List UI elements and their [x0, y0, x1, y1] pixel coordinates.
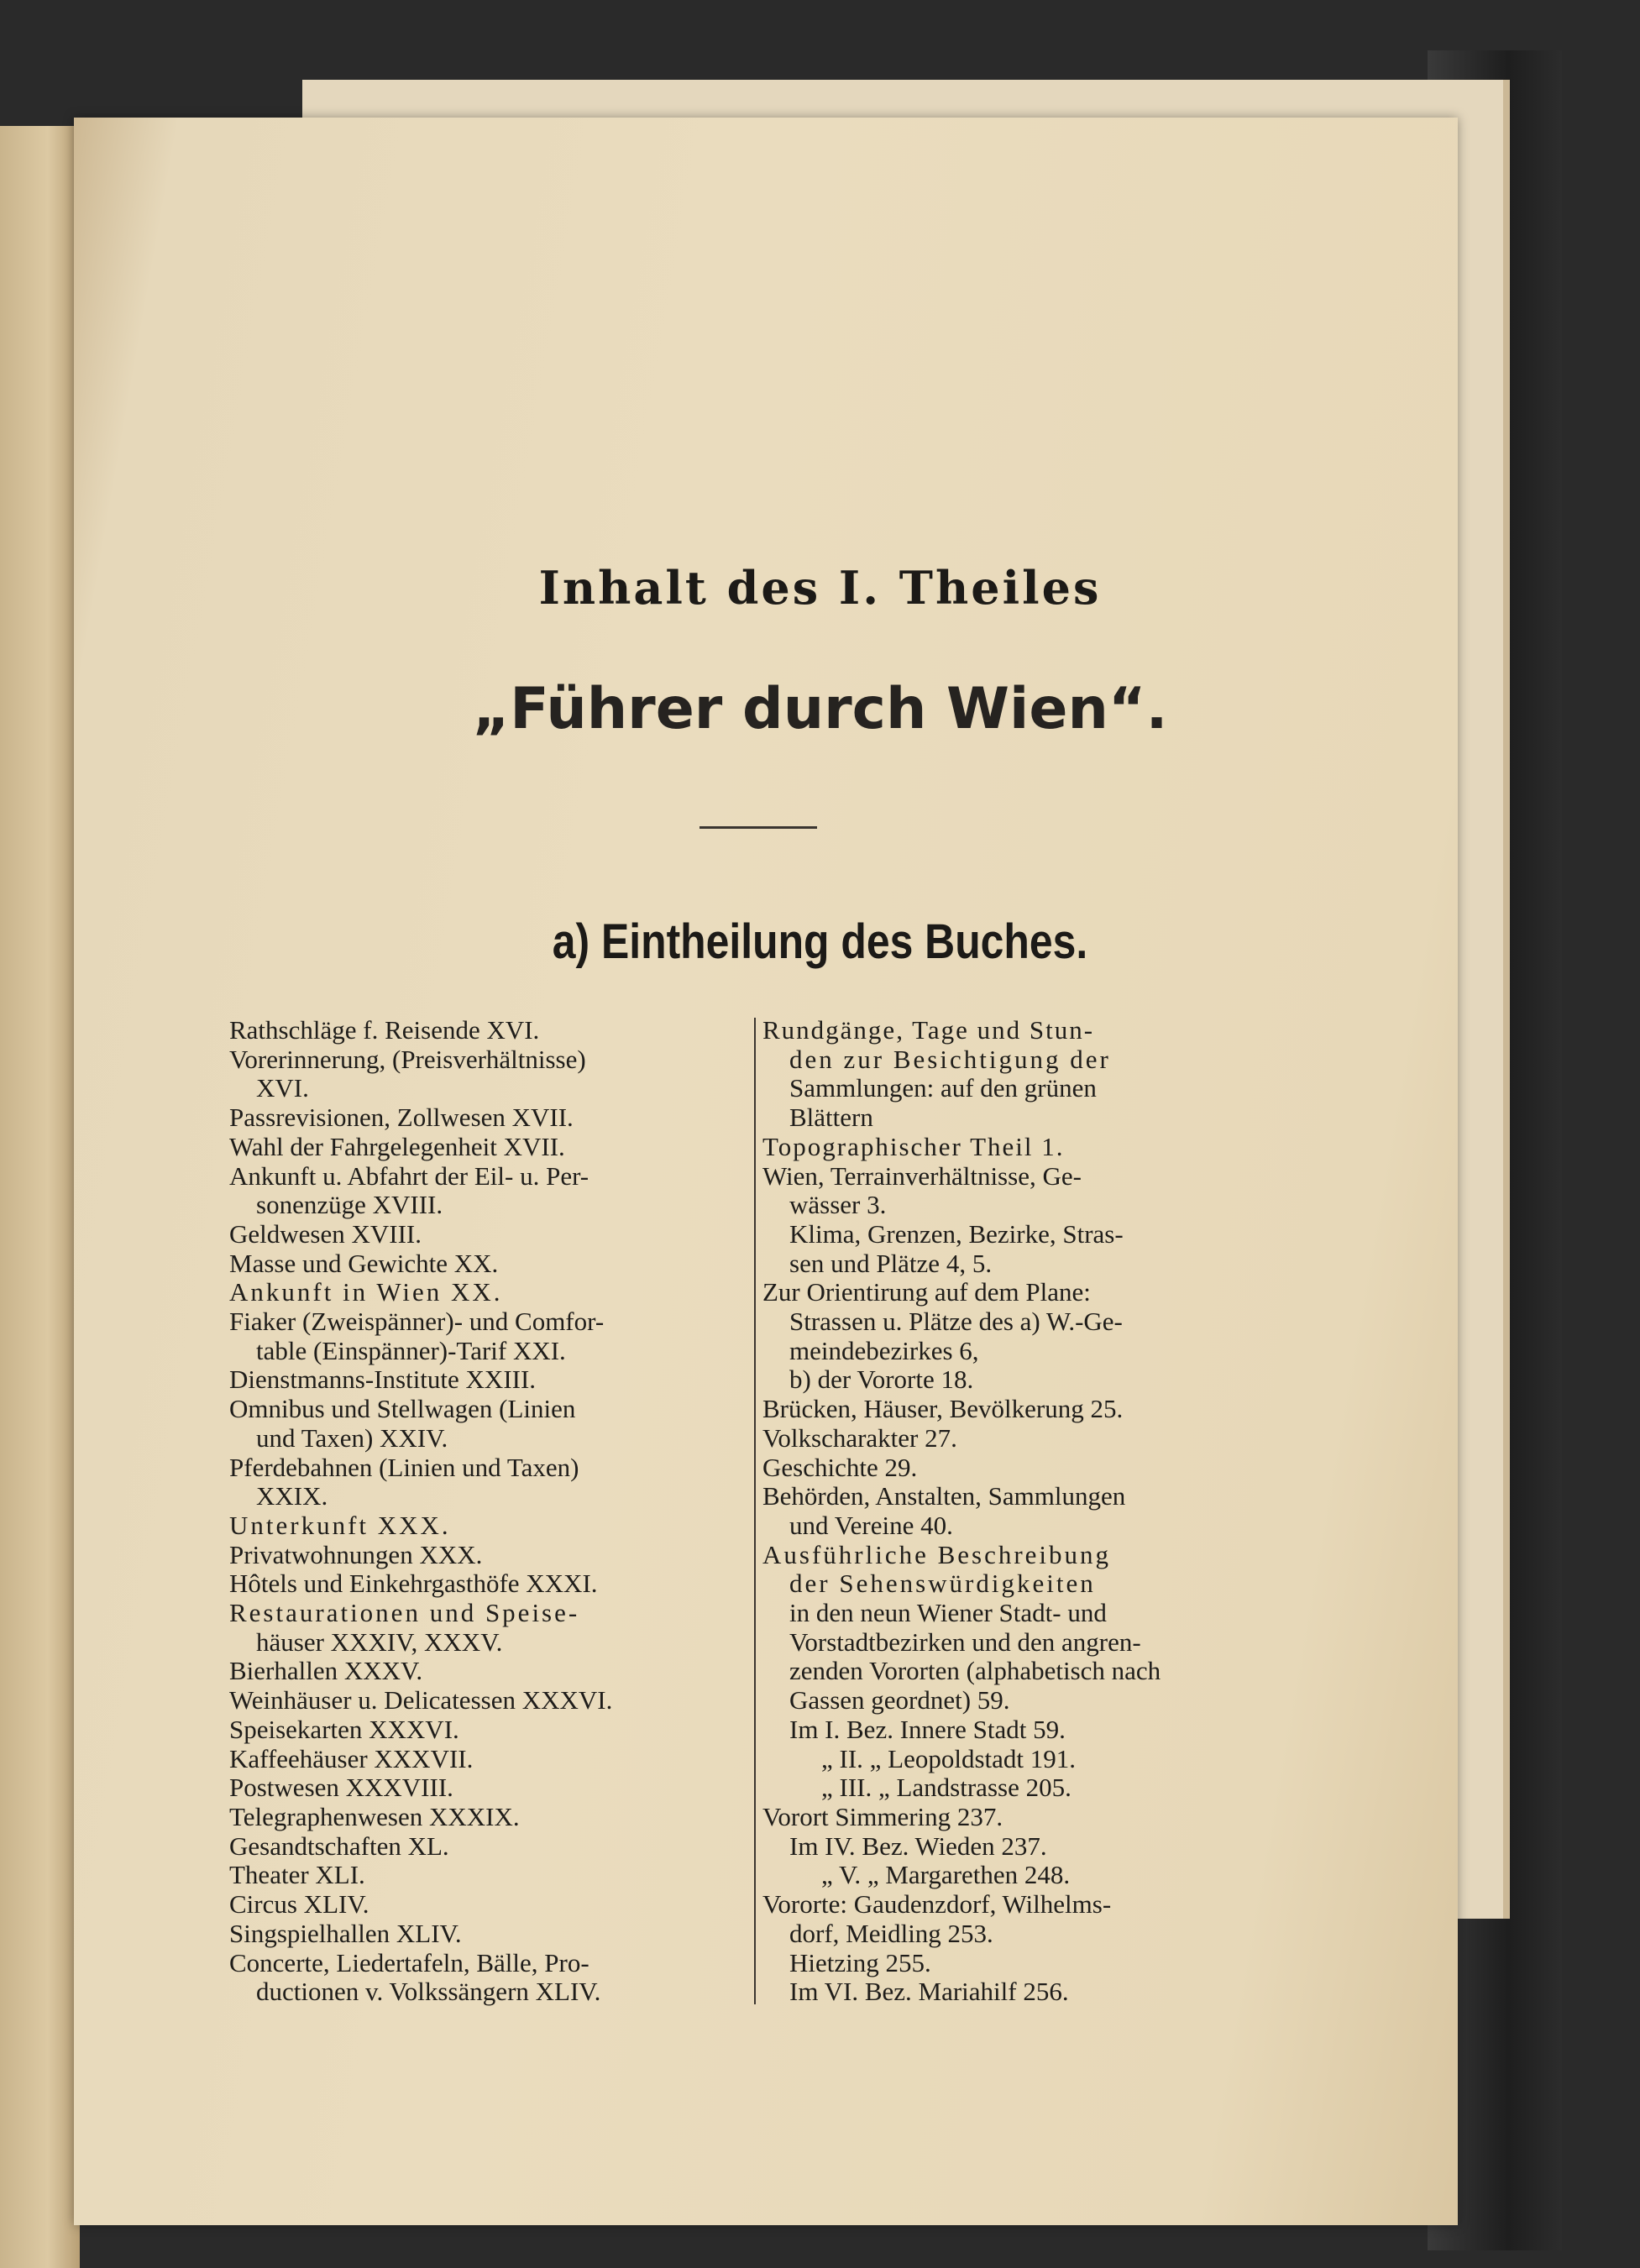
toc-line: Wien, Terrainverhältnisse, Ge- [762, 1160, 1082, 1191]
toc-line: Pferdebahnen (Linien und Taxen) [229, 1452, 579, 1482]
toc-line: Unterkunft XXX. [229, 1510, 451, 1540]
toc-line: Im I. Bez. Innere Stadt 59. [789, 1714, 1066, 1744]
toc-line: Geldwesen XVIII. [229, 1218, 422, 1249]
toc-line: Behörden, Anstalten, Sammlungen [762, 1481, 1126, 1511]
toc-line: Theater XLI. [229, 1860, 365, 1890]
toc-line: dorf, Meidling 253. [789, 1918, 993, 1948]
toc-line: Topographischer Theil 1. [762, 1131, 1065, 1161]
toc-line: Volkscharakter 27. [762, 1422, 957, 1453]
toc-line: Geschichte 29. [762, 1452, 918, 1482]
toc-line: Wahl der Fahrgelegenheit XVII. [229, 1131, 565, 1161]
toc-line: und Taxen) XXIV. [256, 1422, 448, 1453]
toc-line: Concerte, Liedertafeln, Bälle, Pro- [229, 1947, 589, 1977]
column-divider [754, 1018, 756, 2004]
toc-line: sonenzüge XVIII. [256, 1190, 443, 1220]
toc-line: sen und Plätze 4, 5. [789, 1248, 993, 1278]
toc-line: Blättern [789, 1103, 873, 1133]
toc-line: Kaffeehäuser XXXVII. [229, 1743, 474, 1773]
section-heading: a) Eintheilung des Buches. [552, 914, 1088, 969]
toc-line: Ausführliche Beschreibung [762, 1539, 1112, 1569]
toc-line: Vorstadtbezirken und den angren- [789, 1626, 1141, 1657]
toc-line: ductionen v. Volkssängern XLIV. [256, 1977, 601, 2007]
contents-right-column [762, 1016, 1287, 2007]
page-subtitle: „Führer durch Wien“. [472, 676, 1168, 742]
toc-line: Restaurationen und Speise- [229, 1598, 580, 1628]
toc-line: Hôtels und Einkehrgasthöfe XXXI. [229, 1569, 598, 1599]
toc-line: Telegraphenwesen XXXIX. [229, 1801, 520, 1831]
toc-line: den zur Besichtigung der [789, 1044, 1111, 1074]
toc-line: Im VI. Bez. Mariahilf 256. [789, 1977, 1069, 2007]
toc-line: „ II. „ Leopoldstadt 191. [821, 1743, 1077, 1773]
toc-line: XXIX. [256, 1481, 328, 1511]
toc-line: Speisekarten XXXVI. [229, 1714, 459, 1744]
toc-line: Circus XLIV. [229, 1889, 369, 1920]
toc-line: Bierhallen XXXV. [229, 1656, 423, 1686]
toc-line: Sammlungen: auf den grünen [789, 1073, 1097, 1103]
toc-line: Klima, Grenzen, Bezirke, Stras- [789, 1218, 1124, 1249]
toc-line: Dienstmanns-Institute XXIII. [229, 1364, 537, 1395]
toc-line: der Sehenswürdigkeiten [789, 1569, 1096, 1599]
contents-left-column [229, 1016, 746, 2007]
toc-line: XVI. [256, 1073, 309, 1103]
toc-line: Brücken, Häuser, Bevölkerung 25. [762, 1394, 1124, 1424]
toc-line: Omnibus und Stellwagen (Linien [229, 1394, 576, 1424]
toc-line: Fiaker (Zweispänner)- und Comfor- [229, 1307, 605, 1337]
toc-line: Rathschläge f. Reisende XVI. [229, 1015, 540, 1045]
toc-line: Gesandtschaften XL. [229, 1831, 449, 1861]
toc-line: und Vereine 40. [789, 1510, 953, 1540]
toc-line: meindebezirkes 6, [789, 1335, 979, 1365]
toc-line: Hietzing 255. [789, 1947, 931, 1977]
toc-line: Masse und Gewichte XX. [229, 1248, 499, 1278]
toc-line: Strassen u. Plätze des a) W.-Ge- [789, 1307, 1123, 1337]
toc-line: „ III. „ Landstrasse 205. [821, 1773, 1072, 1803]
toc-line: Ankunft in Wien XX. [229, 1277, 503, 1307]
toc-line: Postwesen XXXVIII. [229, 1773, 453, 1803]
toc-line: zenden Vororten (alphabetisch nach [789, 1656, 1161, 1686]
toc-line: Passrevisionen, Zollwesen XVII. [229, 1103, 574, 1133]
page-title: Inhalt des I. Theiles [538, 561, 1102, 615]
toc-line: Vororte: Gaudenzdorf, Wilhelms- [762, 1889, 1112, 1920]
toc-line: table (Einspänner)-Tarif XXI. [256, 1335, 566, 1365]
toc-line: häuser XXXIV, XXXV. [256, 1626, 503, 1657]
toc-line: wässer 3. [789, 1190, 887, 1220]
toc-line: Vorort Simmering 237. [762, 1801, 1003, 1831]
toc-line: in den neun Wiener Stadt- und [789, 1598, 1107, 1628]
toc-line: Vorerinnerung, (Preisverhältnisse) [229, 1044, 586, 1074]
toc-line: b) der Vororte 18. [789, 1364, 974, 1395]
separator-rule [699, 826, 817, 829]
toc-line: Privatwohnungen XXX. [229, 1539, 483, 1569]
toc-line: Ankunft u. Abfahrt der Eil- u. Per- [229, 1160, 589, 1191]
toc-line: Rundgänge, Tage und Stun- [762, 1015, 1095, 1045]
toc-line: Weinhäuser u. Delicatessen XXXVI. [229, 1685, 613, 1715]
toc-line: Im IV. Bez. Wieden 237. [789, 1831, 1047, 1861]
facing-page-edge [0, 126, 80, 2268]
toc-line: Zur Orientirung auf dem Plane: [762, 1277, 1091, 1307]
toc-line: „ V. „ Margarethen 248. [821, 1860, 1071, 1890]
toc-line: Gassen geordnet) 59. [789, 1685, 1010, 1715]
toc-line: Singspielhallen XLIV. [229, 1918, 462, 1948]
